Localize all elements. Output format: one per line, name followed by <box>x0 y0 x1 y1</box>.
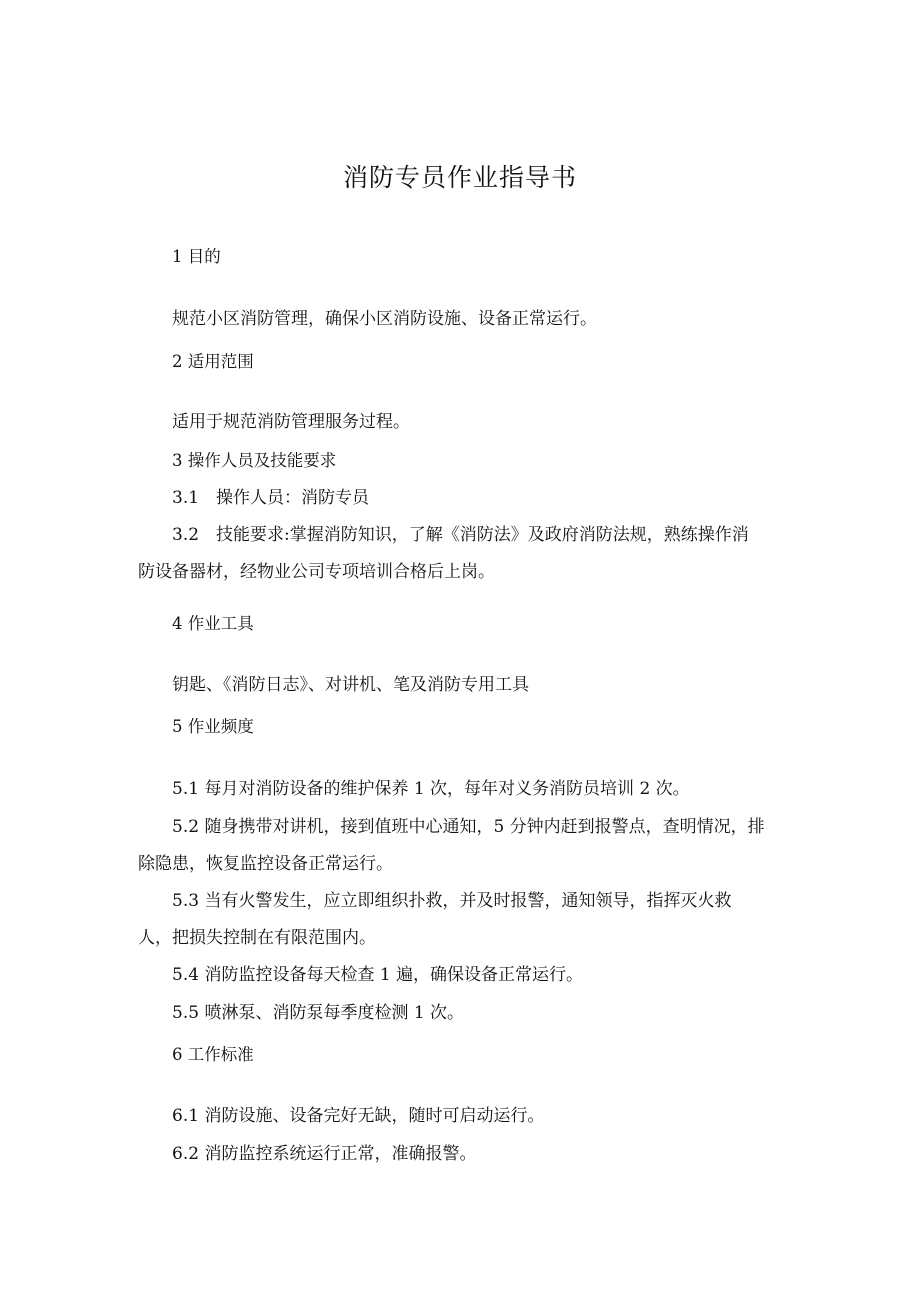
clause-5-3-line-1: 5.3 当有火警发生，应立即组织扑救，并及时报警，通知领导，指挥灭火救 <box>172 891 732 911</box>
paragraph-tools: 钥匙、《消防日志》、对讲机、笔及消防专用工具 <box>172 675 529 695</box>
clause-5-4: 5.4 消防监控设备每天检查 1 遍，确保设备正常运行。 <box>172 965 584 985</box>
clause-5-1: 5.1 每月对消防设备的维护保养 1 次，每年对义务消防员培训 2 次。 <box>172 779 690 799</box>
clause-5-5: 5.5 喷淋泵、消防泵每季度检测 1 次。 <box>172 1003 465 1023</box>
clause-5-2-line-2: 除隐患，恢复监控设备正常运行。 <box>138 854 393 874</box>
section-heading-purpose: 1 目的 <box>172 247 221 266</box>
clause-3-2-line-2: 防设备器材，经物业公司专项培训合格后上岗。 <box>138 562 495 582</box>
paragraph-purpose: 规范小区消防管理，确保小区消防设施、设备正常运行。 <box>172 309 597 329</box>
document-title: 消防专员作业指导书 <box>342 163 577 192</box>
section-heading-standards: 6 工作标准 <box>172 1045 254 1064</box>
clause-5-2-line-1: 5.2 随身携带对讲机，接到值班中心通知，5 分钟内赶到报警点，查明情况，排 <box>172 817 765 837</box>
clause-3-2-line-1: 3.2 技能要求:掌握消防知识，了解《消防法》及政府消防法规，熟练操作消 <box>172 525 749 545</box>
paragraph-scope: 适用于规范消防管理服务过程。 <box>172 412 410 432</box>
section-heading-frequency: 5 作业频度 <box>172 717 254 736</box>
clause-3-1: 3.1 操作人员：消防专员 <box>172 488 370 508</box>
clause-6-2: 6.2 消防监控系统运行正常，准确报警。 <box>172 1144 477 1164</box>
section-heading-scope: 2 适用范围 <box>172 352 254 371</box>
section-heading-personnel: 3 操作人员及技能要求 <box>172 451 337 470</box>
section-heading-tools: 4 作业工具 <box>172 614 254 633</box>
clause-5-3-line-2: 人，把损失控制在有限范围内。 <box>138 928 376 948</box>
clause-6-1: 6.1 消防设施、设备完好无缺，随时可启动运行。 <box>172 1106 545 1126</box>
